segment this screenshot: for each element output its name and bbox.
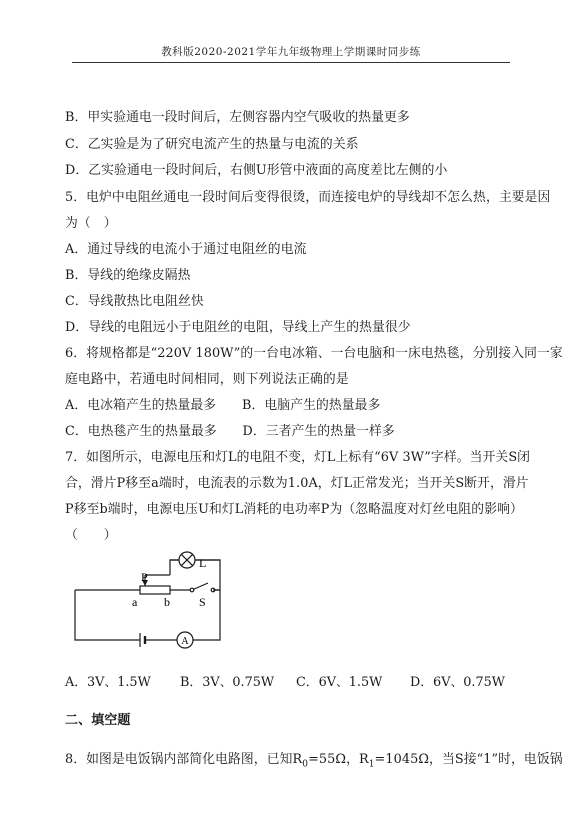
section-fill-in-title: 二、填空题 bbox=[65, 713, 131, 728]
q8-sub-0: 0 bbox=[302, 759, 309, 770]
q7-option-c: C．6V、1.5W bbox=[296, 675, 383, 690]
bottom-left-wire bbox=[75, 590, 140, 640]
label-slider: P bbox=[141, 570, 148, 584]
q6-stem-line2: 庭电路中，若通电时间相同，则下列说法正确的是 bbox=[65, 372, 349, 387]
label-ammeter: A bbox=[181, 636, 189, 647]
q6-stem-line1: 6．将规格都是“220V 180W”的一台电冰箱、一台电脑和一床电热毯，分别接入同一家 bbox=[65, 346, 563, 361]
q7-option-d: D．6V、0.75W bbox=[410, 675, 505, 690]
circuit-diagram bbox=[60, 540, 260, 655]
q7-option-a: A．3V、1.5W bbox=[65, 675, 151, 690]
q7-stem-line1: 7．如图所示，电源电压和灯L的电阻不变，灯L上标有“6V 3W”字样。当开关S闭 bbox=[65, 450, 531, 465]
page-header: 教科版2020-2021学年九年级物理上学期课时同步练 bbox=[72, 44, 510, 63]
q8-text-a: 8．如图是电饭锅内部简化电路图，已知R bbox=[65, 752, 303, 767]
label-switch: S bbox=[199, 595, 206, 609]
q8-text-b: =55Ω，R bbox=[308, 752, 369, 767]
q8-stem-line1 bbox=[65, 748, 563, 770]
label-end-b: b bbox=[164, 595, 170, 609]
q8-text-c: =1045Ω，当S接“1”时，电饭锅 bbox=[374, 752, 563, 767]
q5-option-d: D．导线的电阻远小于电阻丝的电阻，导线上产生的热量很少 bbox=[65, 320, 411, 335]
q6-options-cd: C．电热毯产生的热量最多 D．三者产生的热量一样多 bbox=[65, 424, 395, 439]
q7-stem-line3: P移至b端时，电源电压U和灯L消耗的电功率P为（忽略温度对灯丝电阻的影响） bbox=[65, 502, 523, 517]
q4-option-d: D．乙实验通电一段时间后，右侧U形管中液面的高度差比左侧的小 bbox=[65, 163, 448, 178]
switch-pivot bbox=[190, 588, 194, 592]
lamp-wire-right bbox=[170, 560, 220, 590]
q6-options-ab: A．电冰箱产生的热量最多 B．电脑产生的热量最多 bbox=[65, 398, 381, 413]
q7-stem-line2: 合，滑片P移至a端时，电流表的示数为1.0A，灯L正常发光；当开关S断开，滑片 bbox=[65, 476, 529, 491]
right-return-wire bbox=[193, 590, 220, 640]
rheostat bbox=[140, 586, 170, 594]
q5-option-b: B．导线的绝缘皮隔热 bbox=[65, 268, 191, 283]
switch-blade bbox=[192, 583, 208, 590]
q5-option-a: A．通过导线的电流小于通过电阻丝的电流 bbox=[65, 242, 307, 257]
q5-option-c: C．导线散热比电阻丝快 bbox=[65, 294, 204, 309]
lamp-wire-left bbox=[170, 560, 179, 575]
q5-stem-line1: 5．电炉中电阻丝通电一段时间后变得很烫，而连接电炉的导线却不怎么热，主要是因 bbox=[65, 190, 551, 205]
label-end-a: a bbox=[132, 595, 138, 609]
q4-option-c: C．乙实验是为了研究电流产生的热量与电流的关系 bbox=[65, 137, 359, 152]
label-lamp: L bbox=[199, 556, 207, 570]
q4-option-b: B．甲实验通电一段时间后，左侧容器内空气吸收的热量更多 bbox=[65, 110, 410, 125]
q5-stem-line2: 为（ ） bbox=[65, 216, 117, 231]
q8-sub-1: 1 bbox=[368, 759, 375, 770]
q7-stem-line4: （ ） bbox=[65, 528, 117, 543]
q7-option-b: B．3V、0.75W bbox=[180, 675, 275, 690]
